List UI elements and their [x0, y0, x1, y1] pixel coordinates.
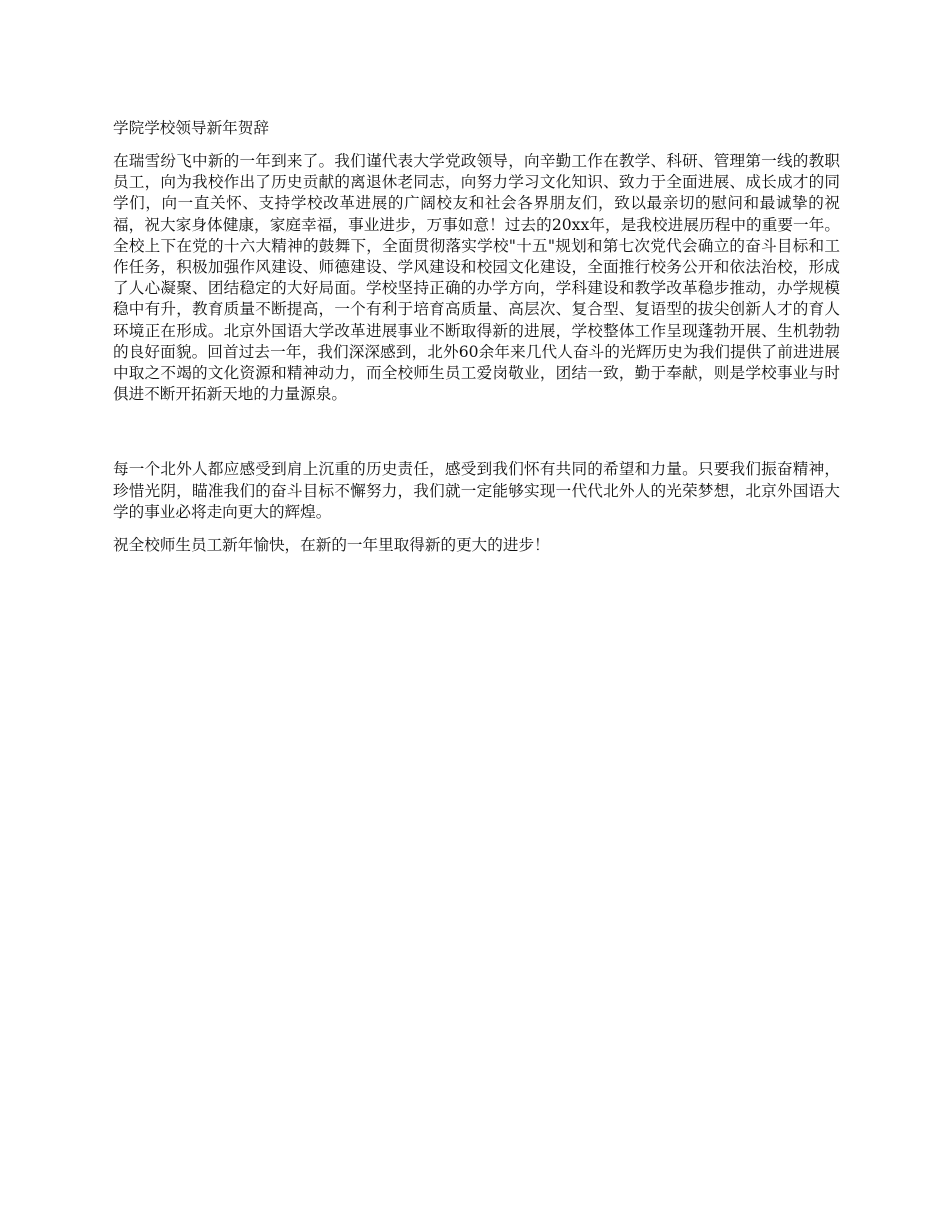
paragraph-responsibility: 每一个北外人都应感受到肩上沉重的历史责任，感受到我们怀有共同的希望和力量。只要我们振奋精神，珍惜光阴，瞄准我们的奋斗目标不懈努力，我们就一定能够实现一代代北外人的光荣梦想，北京外国语大学的事业必将走向更大的辉煌。 [113, 460, 840, 521]
document-title: 学院学校领导新年贺辞 [113, 119, 269, 137]
paragraph-greeting: 在瑞雪纷飞中新的一年到来了。我们谨代表大学党政领导，向辛勤工作在教学、科研、管理第一线的教职员工，向为我校作出了历史贡献的离退休老同志，向努力学习文化知识、致力于全面进展、成长成才的同学们，向一直关怀、支持学校改革进展的广阔校友和社会各界朋友们，致以最亲切的慰问和最诚挚的祝福，祝大家身体健康，家庭幸福，事业进步，万事如意！过去的20xx年，是我校进展历程中的重要一年。全校上下在党的十六大精神的鼓舞下，全面贯彻落实学校"十五"规划和第七次党代会确立的奋斗目标和工作任务，积极加强作风建设、师德建设、学风建设和校园文化建设，全面推行校务公开和依法治校，形成了人心凝聚、团结稳定的大好局面。学校坚持正确的办学方向，学科建设和教学改革稳步推动，办学规模稳中有升，教育质量不断提高，一个有利于培育高质量、高层次、复合型、复语型的拔尖创新人才的育人环境正在形成。北京外国语大学改革进展事业不断取得新的进展，学校整体工作呈现蓬勃开展、生机勃勃的良好面貌。回首过去一年，我们深深感到，北外60余年来几代人奋斗的光辉历史为我们提供了前进进展中取之不竭的文化资源和精神动力，而全校师生员工爱岗敬业，团结一致，勤于奉献，则是学校事业与时俱进不断开拓新天地的力量源泉。 [113, 152, 840, 404]
paragraph-closing-wish: 祝全校师生员工新年愉快，在新的一年里取得新的更大的进步！ [113, 536, 550, 555]
document-page [113, 118, 840, 568]
